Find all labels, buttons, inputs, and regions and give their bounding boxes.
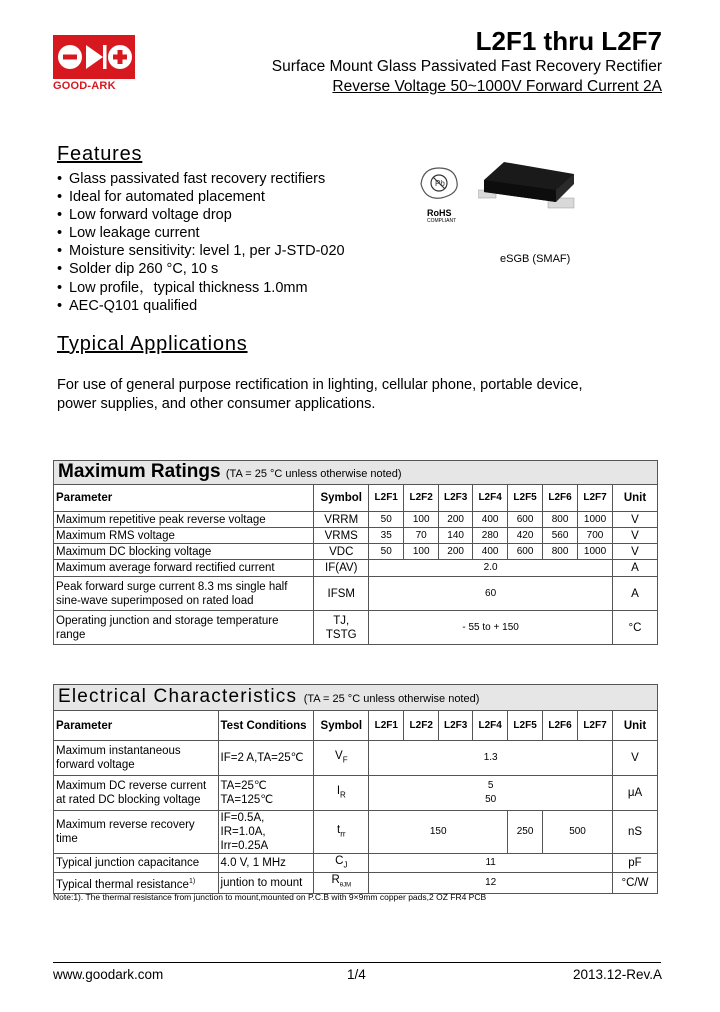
param-cell: Maximum RMS voltage [54,528,314,544]
max-ratings-title-cell [54,461,658,485]
param-cell: Maximum repetitive peak reverse voltage [54,512,314,528]
header-cell: Parameter [54,711,219,741]
unit-cell: °C/W [612,873,657,893]
header-cell: Parameter [54,485,314,512]
value-cell: 1000 [578,512,613,528]
value-cell: 400 [473,544,508,560]
value-cell: 200 [439,512,473,528]
value-cell: 280 [473,528,508,544]
subtitle-ratings: Reverse Voltage 50~1000V Forward Current 2A [332,78,662,95]
symbol-cell [314,611,369,645]
param-cell [54,611,314,645]
rohs-label: RoHS [427,208,452,218]
max-ratings-table [53,460,658,645]
table-row [54,811,658,854]
value-cell: 11 [369,854,613,873]
value-cell: 560 [543,528,578,544]
symbol-cell: VRMS [314,528,369,544]
brand-name: GOOD-ARK [53,80,116,92]
value-line: 50 [485,794,497,805]
header-cell: L2F6 [543,485,578,512]
package-image [478,160,578,218]
unit-cell: μA [612,776,657,811]
symbol-sub: rr [340,829,346,839]
value-cell: 2.0 [369,560,613,577]
table-header-row [54,485,658,512]
symbol-cell [314,811,369,854]
symbol-line: TJ, [333,614,350,627]
unit-cell: V [612,741,657,776]
table-row [54,528,658,544]
value-cell: 1000 [578,544,613,560]
footer-divider [53,962,661,963]
param-cell [54,873,219,893]
feature-item: • Low profile，typical thickness 1.0mm [57,279,345,297]
header-cell: Test Conditions [218,711,314,741]
features-list [57,170,345,315]
footnote: Note:1). The thermal resistance from junction to mount,mounted on P.C.B with 9×9mm copper pads,2 OZ FR4 PCB [53,892,487,902]
table-row [54,544,658,560]
rohs-badge [415,164,465,226]
value-cell: 100 [404,544,439,560]
symbol-sub: θJM [339,882,352,889]
elec-condition: (TA = 25 °C unless otherwise noted) [303,692,480,705]
table-row [54,611,658,645]
value-cell: 600 [508,544,543,560]
symbol-sub: J [343,860,348,870]
condition-line: TA=125℃ [220,794,274,806]
table-row [54,854,658,873]
value-cell: 140 [439,528,473,544]
unit-cell: A [613,560,658,577]
unit-cell: nS [612,811,657,854]
symbol-cell: IFSM [314,577,369,611]
elec-title-cell [54,685,658,711]
value-cell: 800 [543,544,578,560]
value-cell: 70 [404,528,439,544]
value-cell: 250 [508,811,543,854]
value-cell: 500 [543,811,613,854]
table-row [54,873,658,893]
package-label: eSGB (SMAF) [500,253,571,265]
good-ark-logo [53,35,135,79]
header-cell: L2F2 [404,711,439,741]
unit-cell: °C [613,611,658,645]
unit-cell: V [613,528,658,544]
value-cell: 420 [508,528,543,544]
feature-item: • Moisture sensitivity: level 1, per J-STD-020 [57,242,345,260]
feature-item: • Glass passivated fast recovery rectifiers [57,170,345,188]
condition-cell: IF=2 A,TA=25℃ [218,741,314,776]
header-cell: Symbol [314,711,369,741]
header-cell: L2F3 [439,711,473,741]
value-cell: 50 [369,512,404,528]
max-ratings-condition: (TA = 25 °C unless otherwise noted) [225,467,402,480]
unit-cell: V [613,544,658,560]
applications-text: For use of general purpose rectification in lighting, cellular phone, portable device, power supplies, and other consumer applications. [57,377,583,412]
param-line: Peak forward surge current 8.3 ms single half [56,580,288,593]
param-cell [54,577,314,611]
footer-page-number: 1/4 [347,967,366,982]
electrical-characteristics-table [53,684,658,894]
page-title: L2F1 thru L2F7 [475,26,662,56]
condition-cell: juntion to mount [218,873,314,893]
param-line: Maximum instantaneous [56,745,181,757]
header-cell: L2F3 [439,485,473,512]
param-line: at rated DC blocking voltage [56,794,201,806]
symbol-cell: IF(AV) [314,560,369,577]
header-cell: Symbol [314,485,369,512]
max-ratings-title: Maximum Ratings [58,460,221,482]
table-row [54,577,658,611]
param-line: sine-wave superimposed on rated load [56,594,254,607]
symbol-sub: F [342,755,348,765]
footer-revision: 2013.12-Rev.A [572,967,662,982]
unit-cell: pF [612,854,657,873]
feature-item: • Low leakage current [57,224,345,242]
features-heading: Features [57,143,143,165]
table-row [54,512,658,528]
value-line: 5 [487,780,494,791]
unit-cell: A [613,577,658,611]
param-cell [54,811,219,854]
header-cell: L2F4 [473,485,508,512]
symbol-main: R [331,874,340,887]
param-line: Maximum reverse recovery [56,819,195,831]
footer-website[interactable]: www.goodark.com [53,967,164,982]
symbol-cell [314,776,369,811]
symbol-main: V [335,749,343,762]
param-text: Typical thermal resistance [56,878,189,891]
header-cell: L2F7 [578,711,613,741]
header-cell: L2F5 [508,711,543,741]
subtitle: Surface Mount Glass Passivated Fast Recovery Rectifier [271,58,662,75]
pb-label: Pb [435,179,445,188]
table-row [54,741,658,776]
param-line: forward voltage [56,759,135,771]
value-cell [369,776,613,811]
feature-item: • AEC-Q101 qualified [57,297,345,315]
condition-cell: 4.0 V, 1 MHz [218,854,314,873]
header-cell: L2F7 [578,485,613,512]
footnote-mark: 1) [188,877,196,885]
table-row [54,776,658,811]
unit-cell: V [613,512,658,528]
value-cell: 1.3 [369,741,613,776]
symbol-cell [314,873,369,893]
param-line: range [56,628,86,641]
symbol-cell [314,741,369,776]
value-cell: 400 [473,512,508,528]
pb-free-icon [415,164,465,204]
symbol-main: I [336,784,341,797]
param-cell: Maximum DC blocking voltage [54,544,314,560]
value-cell: 12 [369,873,613,893]
param-cell: Maximum average forward rectified current [54,560,314,577]
feature-item: • Low forward voltage drop [57,206,345,224]
header-cell: L2F5 [508,485,543,512]
symbol-cell: VDC [314,544,369,560]
param-cell [54,741,219,776]
table-row [54,560,658,577]
condition-line: IF=0.5A, IR=1.0A, [220,812,266,838]
symbol-sub: R [340,790,346,800]
condition-line: TA=25℃ [220,780,267,792]
value-cell: 700 [578,528,613,544]
value-cell: 600 [508,512,543,528]
header-cell: L2F4 [473,711,508,741]
header-cell: Unit [613,485,658,512]
header-cell: Unit [612,711,657,741]
value-cell: 35 [369,528,404,544]
symbol-main: t [337,823,341,836]
symbol-cell [314,854,369,873]
header-cell: L2F2 [404,485,439,512]
value-cell: - 55 to + 150 [369,611,613,645]
symbol-cell: VRRM [314,512,369,528]
symbol-line: TSTG [325,628,357,641]
condition-cell [218,776,314,811]
header-cell: L2F6 [543,711,578,741]
value-cell: 50 [369,544,404,560]
param-line: time [56,833,78,845]
param-line: Maximum DC reverse current [56,780,207,792]
elec-title: Electrical Characteristics [58,685,298,707]
rohs-sub: COMPLIANT [427,218,457,224]
param-cell: Typical junction capacitance [54,854,219,873]
symbol-main: C [335,855,344,867]
feature-item: • Solder dip 260 °C, 10 s [57,260,345,278]
condition-line: Irr=0.25A [220,840,269,852]
param-cell [54,776,219,811]
header-cell: L2F1 [369,711,404,741]
table-header-row [54,711,658,741]
value-cell: 60 [369,577,613,611]
header-cell: L2F1 [369,485,404,512]
param-line: Operating junction and storage temperature [56,614,279,627]
value-cell: 150 [369,811,508,854]
value-cell: 100 [404,512,439,528]
feature-item: • Ideal for automated placement [57,188,345,206]
value-cell: 200 [439,544,473,560]
condition-cell [218,811,314,854]
value-cell: 800 [543,512,578,528]
applications-heading: Typical Applications [57,333,248,355]
